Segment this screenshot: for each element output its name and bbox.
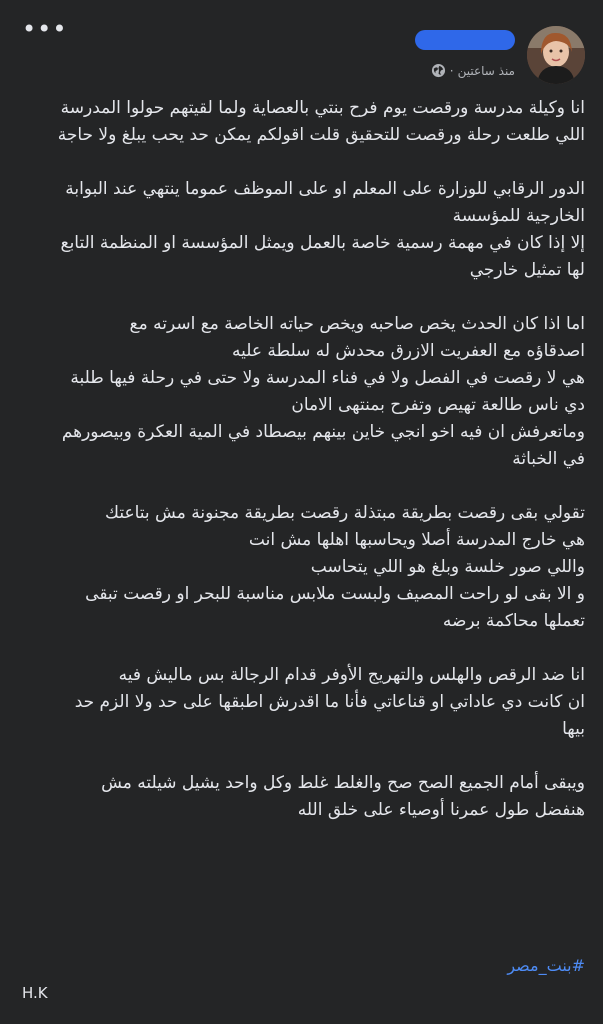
paragraph-3: اما اذا كان الحدث يخص صاحبه ويخص حياته الخاصة مع اسرته مع اصدقاؤه مع العفريت الازرق محدش له سلطة عليه هي لا رقصت في الفصل ولا في فناء المدرسة ولا حتى في رحلة فيها طلبة دي ناس طالعة تهيص وتفرح بمنتهى الامان وماتعرفش ان فيه اخو انجي خاين بينهم بيصطاد في المية العكرة وبيصورهم في الخباثة — [61, 314, 585, 469]
paragraph-4: تقولي بقى رقصت بطريقة مبتذلة رقصت بطريقة مجنونة مش بتاعتك هي خارج المدرسة أصلا ويحاسبها اهلها مش انت واللي صور خلسة وبلغ هو اللي يتحاسب و الا بقى لو راحت المصيف ولبست ملابس مناسبة للبحر او رقصت تبقى تعملها محاكمة برضه — [85, 503, 585, 631]
more-options-icon: ••• — [22, 15, 68, 43]
paragraph-2: الدور الرقابي للوزارة على المعلم او على الموظف عموما ينتهي عند البوابة الخارجية للمؤسسة إلا إذا كان في مهمة رسمية خاصة بالعمل ويمثل المؤسسة او المنظمة التابع لها تمثيل خارجي — [60, 179, 585, 280]
avatar[interactable] — [527, 26, 585, 84]
avatar-image — [527, 26, 585, 84]
globe-icon[interactable] — [431, 63, 446, 78]
paragraph-5: انا ضد الرقص والهلس والتهريج الأوفر قدام الرجالة بس ماليش فيه ان كانت دي عاداتي او قناعاتي فأنا ما اقدرش اطبقها على حد ولا الزم حد بيها — [74, 665, 585, 739]
paragraph-1: انا وكيلة مدرسة ورقصت يوم فرح بنتي بالعصاية ولما لقيتهم حولوا المدرسة اللي طلعت رحلة ورقصت للتحقيق قلت اقولكم يمكن حد يحب يبلغ ولا حاجة — [57, 98, 585, 145]
meta-separator: · — [449, 63, 454, 78]
paragraph-6: ويبقى أمام الجميع الصح صح والغلط غلط وكل واحد يشيل شيلته مش هنفضل طول عمرنا أوصياء على خلق الله — [101, 773, 585, 820]
timestamp[interactable]: منذ ساعتين — [457, 63, 515, 78]
author-name[interactable] — [415, 30, 515, 50]
post-meta — [431, 63, 515, 78]
post-body — [18, 95, 585, 851]
hashtag-link[interactable]: #بنت_مصر — [507, 956, 585, 975]
signature: H.K — [22, 984, 48, 1002]
post-header — [0, 14, 603, 84]
more-options-button[interactable] — [22, 15, 68, 46]
